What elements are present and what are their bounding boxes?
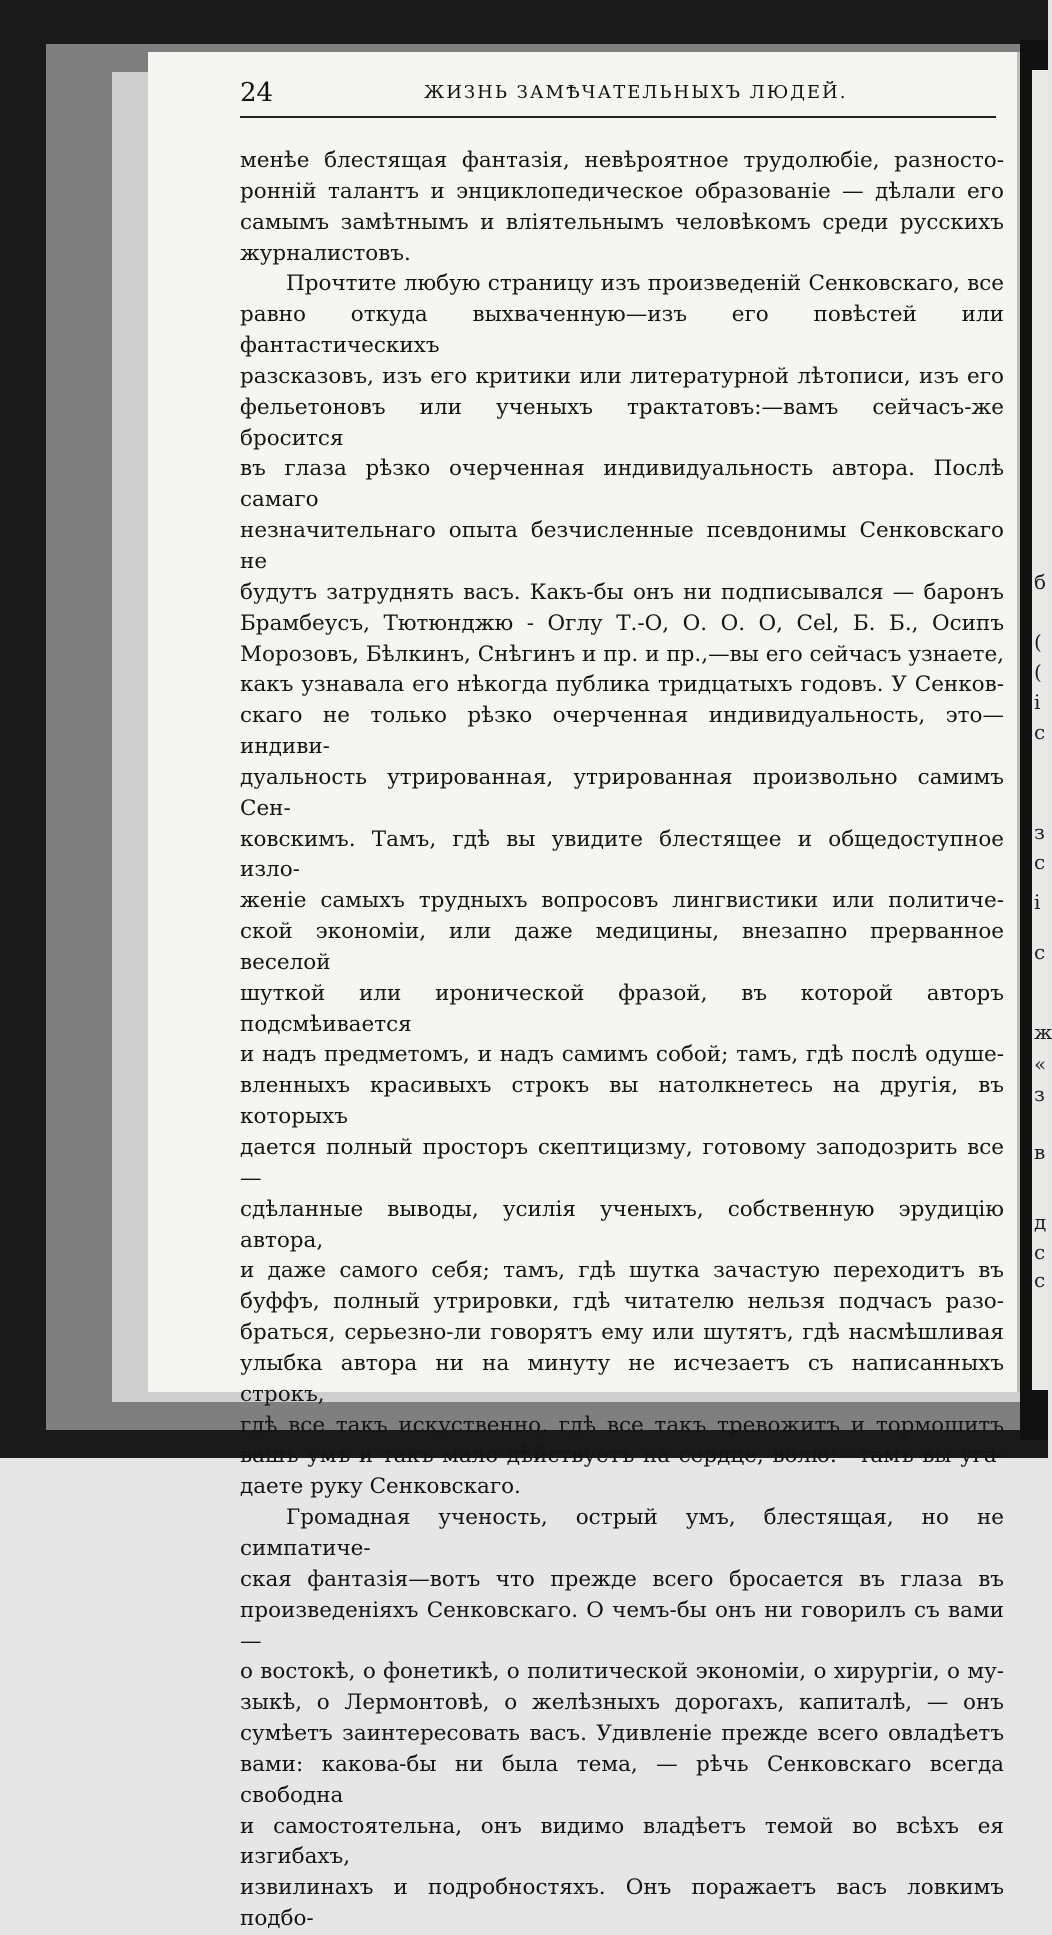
text-line: извилинахъ и подробностяхъ. Онъ поражаетъ васъ ловкимъ подбо-	[240, 1875, 1004, 1932]
text-line: гдѣ все такъ искуственно, гдѣ все такъ тревожитъ и тормошитъ	[240, 1412, 1004, 1438]
running-head	[240, 78, 1002, 112]
paragraph	[240, 269, 1004, 1503]
text-line: вами: какова-бы ни была тема, — рѣчь Сенковскаго всегда свободна	[240, 1751, 1004, 1808]
running-title: ЖИЗНЬ ЗАМѢЧАТЕЛЬНЫХЪ ЛЮДЕЙ.	[424, 82, 848, 103]
paragraph	[240, 146, 1004, 269]
text-line: журналистовъ.	[240, 240, 411, 266]
text-line: и надъ предметомъ, и надъ самимъ собой; тамъ, гдѣ послѣ одуше-	[240, 1042, 1004, 1068]
text-line: о востокѣ, о фонетикѣ, о политической экономіи, о хирургіи, о му-	[240, 1659, 1004, 1685]
text-line: ская фантазія—вотъ что прежде всего бросается въ глаза въ	[240, 1566, 1004, 1592]
adjacent-page-letter: с	[1034, 940, 1046, 964]
text-line: будутъ затруднять васъ. Какъ-бы онъ ни подписывался — баронъ	[240, 579, 1004, 605]
adjacent-page-letter: (	[1034, 630, 1042, 654]
adjacent-page-letter: з	[1034, 1082, 1045, 1106]
paragraph	[240, 1503, 1004, 1935]
text-line: незначительнаго опыта безчисленные псевдонимы Сенковскаго не	[240, 518, 1004, 574]
text-line: даете руку Сенковскаго.	[240, 1474, 521, 1500]
text-line: ковскимъ. Тамъ, гдѣ вы увидите блестящее и общедоступное изло-	[240, 826, 1004, 883]
text-line: сдѣланные выводы, усилія ученыхъ, собственную эрудицію автора,	[240, 1196, 1004, 1253]
adjacent-page-letter: с	[1034, 1240, 1046, 1264]
page-number: 24	[240, 78, 274, 108]
text-line: вленныхъ красивыхъ строкъ вы натолкнетесь на другія, въ которыхъ	[240, 1073, 1004, 1130]
text-line: женіе самыхъ трудныхъ вопросовъ лингвистики или политиче-	[240, 888, 1004, 914]
adjacent-page-letter: в	[1034, 1140, 1046, 1164]
text-line: вашъ умъ и такъ мало дѣйствуетъ на сердце, волю:—тамъ вы уга-	[240, 1443, 1004, 1469]
text-line: какъ узнавала его нѣкогда публика тридцатыхъ годовъ. У Сенков-	[240, 672, 1004, 698]
adjacent-page-letter: с	[1034, 850, 1046, 874]
text-line: Брамбеусъ, Тютюнджю - Оглу Т.-О, О. О. О, Cel, Б. Б., Осипъ	[240, 610, 1004, 636]
text-line: улыбка автора ни на минуту не исчезаетъ съ написанныхъ строкъ,	[240, 1350, 1004, 1407]
text-line: Громадная ученость, острый умъ, блестящая, но не симпатиче-	[240, 1505, 1004, 1561]
text-line: ронній талантъ и энциклопедическое образованіе — дѣлали его	[240, 178, 1004, 204]
body-text	[240, 146, 1004, 1935]
adjacent-page-letter: б	[1034, 570, 1047, 594]
text-line: менѣе блестящая фантазія, невѣроятное трудолюбіе, разносто-	[240, 148, 1004, 173]
text-line: дуальность утрированная, утрированная произвольно самимъ Сен-	[240, 764, 1004, 821]
text-line: въ глаза рѣзко очерченная индивидуальность автора. Послѣ самаго	[240, 456, 1004, 513]
text-line: дается полный просторъ скептицизму, готовому заподозрить все —	[240, 1135, 1004, 1191]
adjacent-page-letter: і	[1034, 890, 1041, 914]
text-line: зыкѣ, о Лермонтовѣ, о желѣзныхъ дорогахъ, капиталѣ, — онъ	[240, 1690, 1004, 1716]
adjacent-page-letter: (	[1034, 660, 1042, 684]
text-line: Морозовъ, Бѣлкинъ, Снѣгинъ и пр. и пр.,—вы его сейчасъ узнаете,	[240, 641, 1004, 667]
adjacent-page-letter: с	[1034, 1268, 1046, 1292]
text-line: браться, серьезно-ли говорятъ ему или шутятъ, гдѣ насмѣшливая	[240, 1320, 1004, 1346]
adjacent-page-letter: з	[1034, 820, 1045, 844]
adjacent-page-letter: «	[1034, 1052, 1047, 1076]
text-line: разсказовъ, изъ его критики или литературной лѣтописи, изъ его	[240, 363, 1004, 389]
text-line: Прочтите любую страницу изъ произведеній Сенковскаго, все	[286, 271, 1004, 297]
adjacent-page-letter: і	[1034, 690, 1041, 714]
text-line: буффъ, полный утрировки, гдѣ читателю нельзя подчасъ разо-	[240, 1289, 1004, 1315]
adjacent-page-letter: ж	[1034, 1020, 1052, 1044]
text-line: фельетоновъ или ученыхъ трактатовъ:—вамъ сейчасъ-же бросится	[240, 394, 1004, 451]
text-line: и самостоятельна, онъ видимо владѣетъ темой во всѣхъ ея изгибахъ,	[240, 1813, 1004, 1870]
text-line: произведеніяхъ Сенковскаго. О чемъ-бы онъ ни говорилъ съ вами—	[240, 1597, 1004, 1654]
adjacent-page-letter: д	[1034, 1210, 1047, 1234]
adjacent-page-letter: с	[1034, 720, 1046, 744]
text-line: сумѣетъ заинтересовать васъ. Удивленіе прежде всего овладѣетъ	[240, 1721, 1004, 1747]
text-line: и даже самого себя; тамъ, гдѣ шутка зачастую переходитъ въ	[240, 1258, 1004, 1284]
text-line: скаго не только рѣзко очерченная индивидуальность, это—индиви-	[240, 703, 1004, 760]
text-line: ской экономіи, или даже медицины, внезапно прерванное веселой	[240, 919, 1004, 975]
text-line: равно откуда выхваченную—изъ его повѣстей или фантастическихъ	[240, 302, 1004, 359]
text-line: шуткой или иронической фразой, въ которой авторъ подсмѣивается	[240, 980, 1004, 1037]
text-line: самымъ замѣтнымъ и вліятельнымъ человѣкомъ среди русскихъ	[240, 209, 1004, 235]
header-rule	[240, 116, 996, 118]
